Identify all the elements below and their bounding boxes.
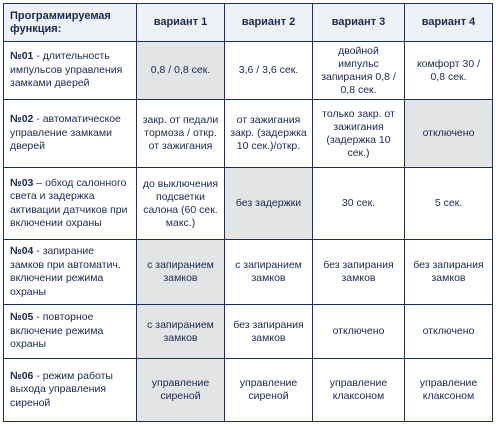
function-description: - повторное включение режима охраны <box>10 311 104 351</box>
header-function: Программируемая функция: <box>4 4 137 42</box>
table-row <box>4 240 493 305</box>
value-cell-variant-1: управление сиреной <box>137 359 225 422</box>
value-cell-variant-4: комфорт 30 / 0,8 сек. <box>405 42 493 100</box>
function-description: – обход салонного света и задержка активации датчиков при включении охраны <box>10 176 128 229</box>
value-cell-variant-3: двойной импульс запирания 0,8 / 0,8 сек. <box>313 42 405 100</box>
function-table-frame <box>3 3 492 426</box>
value-cell-variant-2: управление сиреной <box>225 359 313 422</box>
table-row <box>4 42 493 100</box>
table-row <box>4 305 493 359</box>
value-cell-variant-4: без запирания замков <box>405 240 493 305</box>
function-cell <box>4 240 137 305</box>
function-code: №03 <box>10 176 34 189</box>
value-cell-variant-4: 5 сек. <box>405 168 493 240</box>
table-row <box>4 100 493 168</box>
header-variant-4: вариант 4 <box>405 4 493 42</box>
value-cell-variant-4: отключено <box>405 100 493 168</box>
function-description: - длительность импульсов управления замками дверей <box>10 50 123 90</box>
function-cell <box>4 100 137 168</box>
value-cell-variant-4: управление клаксоном <box>405 359 493 422</box>
value-cell-variant-2: от зажигания закр. (задержка 10 сек.)/откр. <box>225 100 313 168</box>
value-cell-variant-3: управление клаксоном <box>313 359 405 422</box>
value-cell-variant-2: без запирания замков <box>225 305 313 359</box>
function-code: №05 <box>10 311 34 324</box>
value-cell-variant-3: отключено <box>313 305 405 359</box>
header-row <box>4 4 493 42</box>
value-cell-variant-4: отключено <box>405 305 493 359</box>
value-cell-variant-1: закр. от педали тормоза / откр. от зажигания <box>137 100 225 168</box>
function-cell <box>4 305 137 359</box>
function-variants-table <box>3 3 493 422</box>
value-cell-variant-1: 0,8 / 0,8 сек. <box>137 42 225 100</box>
value-cell-variant-1: с запиранием замков <box>137 305 225 359</box>
value-cell-variant-2: без задержки <box>225 168 313 240</box>
value-cell-variant-2: 3,6 / 3,6 сек. <box>225 42 313 100</box>
function-code: №01 <box>10 50 34 63</box>
header-variant-1: вариант 1 <box>137 4 225 42</box>
function-cell <box>4 168 137 240</box>
table-row <box>4 168 493 240</box>
value-cell-variant-2: с запиранием замков <box>225 240 313 305</box>
function-code: №02 <box>10 113 34 126</box>
table-row <box>4 359 493 422</box>
value-cell-variant-3: без запирания замков <box>313 240 405 305</box>
function-description: - запирание замков при автоматич. включении режима охраны <box>10 245 121 298</box>
function-code: №06 <box>10 369 34 382</box>
value-cell-variant-1: с запиранием замков <box>137 240 225 305</box>
function-code: №04 <box>10 245 34 257</box>
value-cell-variant-3: 30 сек. <box>313 168 405 240</box>
header-variant-3: вариант 3 <box>313 4 405 42</box>
function-cell <box>4 42 137 100</box>
value-cell-variant-1: до выключения подсветки салона (60 сек. макс.) <box>137 168 225 240</box>
function-description: - режим работы выхода управления сиреной <box>10 369 113 409</box>
header-variant-2: вариант 2 <box>225 4 313 42</box>
function-description: - автоматическое управление замками дверей <box>10 113 121 153</box>
function-cell <box>4 359 137 422</box>
value-cell-variant-3: только закр. от зажигания (задержка 10 сек.) <box>313 100 405 168</box>
